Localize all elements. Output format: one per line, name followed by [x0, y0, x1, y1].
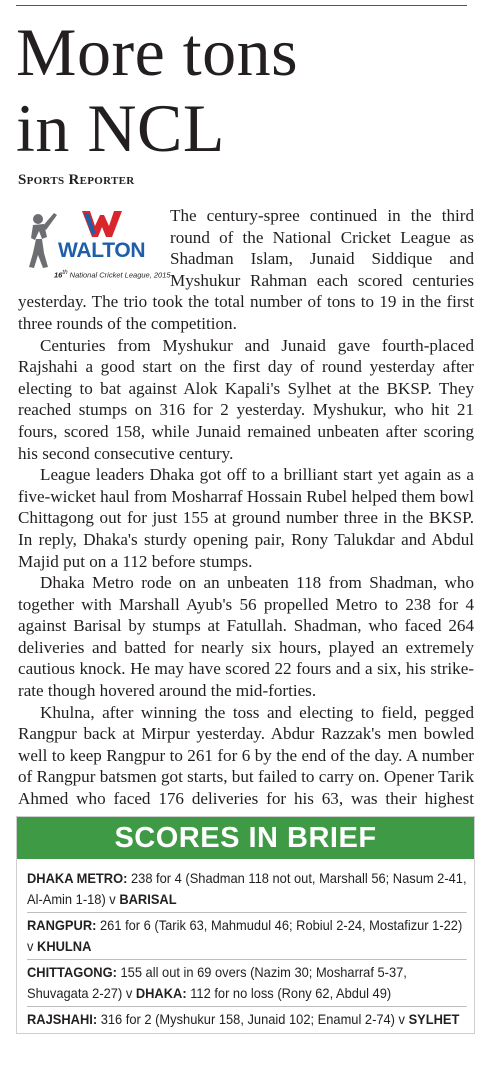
- score-opponent: DHAKA:: [135, 985, 187, 1001]
- score-detail: 238 for 4 (Shadman 118 not out, Marshall 56; Nasum 2-41, Al-Amin 1-18) v: [27, 870, 467, 907]
- article-body: [18, 205, 474, 831]
- scores-list: [17, 859, 474, 1032]
- paragraph-1: The century-spree continued in the third round of the National Cricket League as Shadman Islam, Junaid Siddique and Myshukur Rahman each scored centuries yesterday. The trio took the total number of tons to 19 in the first three rounds of the competition.: [18, 206, 474, 333]
- score-opponent: BARISAL: [119, 891, 177, 907]
- top-rule: [16, 5, 467, 6]
- score-opponent: SYLHET: [408, 1011, 460, 1027]
- headline: [16, 14, 476, 166]
- score-detail: 261 for 6 (Tarik 63, Mahmudul 46; Robiul 2-24, Mostafizur 1-22) v: [27, 917, 463, 954]
- byline: Sports Reporter: [18, 172, 135, 188]
- score-item: [27, 866, 467, 913]
- score-detail: 316 for 2 (Myshukur 158, Junaid 102; Enamul 2-74) v: [97, 1011, 409, 1027]
- score-item: [27, 1007, 467, 1032]
- score-team: DHAKA METRO:: [27, 870, 128, 886]
- score-item: [27, 913, 467, 960]
- edition-suffix: th: [62, 269, 68, 276]
- logo-brand: WALTON: [58, 239, 146, 262]
- headline-line-1: More tons: [16, 14, 299, 90]
- paragraph-3: League leaders Dhaka got off to a brilliant start yet again as a five-wicket haul from Mosharraf Hossain Rubel helped them bowl Chittagong out for just 155 at ground number three in the BKSP. In reply, Dhaka's sturdy opening pair, Rony Talukdar and Abdul Majid put on a 112 before stumps.: [18, 465, 474, 571]
- scores-in-brief-box: [16, 816, 475, 1034]
- paragraph-5: Khulna, after winning the toss and electing to field, pegged Rangpur back at Mirpur yesterday. Abdur Razzak's men bowled well to keep Rangpur to 261 for 6 by the end of the day. A number of Rangpur batsmen got starts, but failed to carry on. Opener Tarik Ahmed who faced 176 deliveries for his 63, was their highest: [18, 702, 474, 809]
- score-team: RAJSHAHI:: [27, 1011, 98, 1027]
- walton-ncl-logo: [20, 207, 171, 280]
- score-item: [27, 960, 467, 1007]
- scores-box-title: SCORES IN BRIEF: [17, 817, 474, 859]
- logo-edition: [54, 262, 171, 286]
- score-team: CHITTAGONG:: [27, 964, 117, 980]
- paragraph-2: Centuries from Myshukur and Junaid gave fourth-placed Rajshahi a good start on the first day of round yesterday after electing to bat against Alok Kapali's Sylhet at the BKSP. They reached stumps on 316 for 2 yesterday. Myshukur, who hit 21 fours, scored 158, while Junaid remained unbeaten after scoring his second consecutive century.: [18, 335, 474, 463]
- score-team: RANGPUR:: [27, 917, 97, 933]
- edition-text: National Cricket League, 2015: [69, 270, 171, 280]
- score-detail: 155 all out in 69 overs (Nazim 30; Mosharraf 5-37, Shuvagata 2-27) v: [27, 964, 407, 1001]
- score-opponent: KHULNA: [37, 938, 92, 954]
- paragraph-4: Dhaka Metro rode on an unbeaten 118 from Shadman, who together with Marshall Ayub's 56 propelled Metro to 238 for 4 against Barisal by stumps at Fatullah. Shadman, who faced 264 deliveries and batted for nearly six hours, played an extremely cautious knock. He may have scored 22 fours and a six, his strike-rate though hovered around the mid-forties.: [18, 573, 474, 701]
- edition-number: 16: [54, 270, 63, 280]
- score-detail-2: 112 for no loss (Rony 62, Abdul 49): [186, 985, 392, 1001]
- headline-line-2: in NCL: [16, 90, 225, 166]
